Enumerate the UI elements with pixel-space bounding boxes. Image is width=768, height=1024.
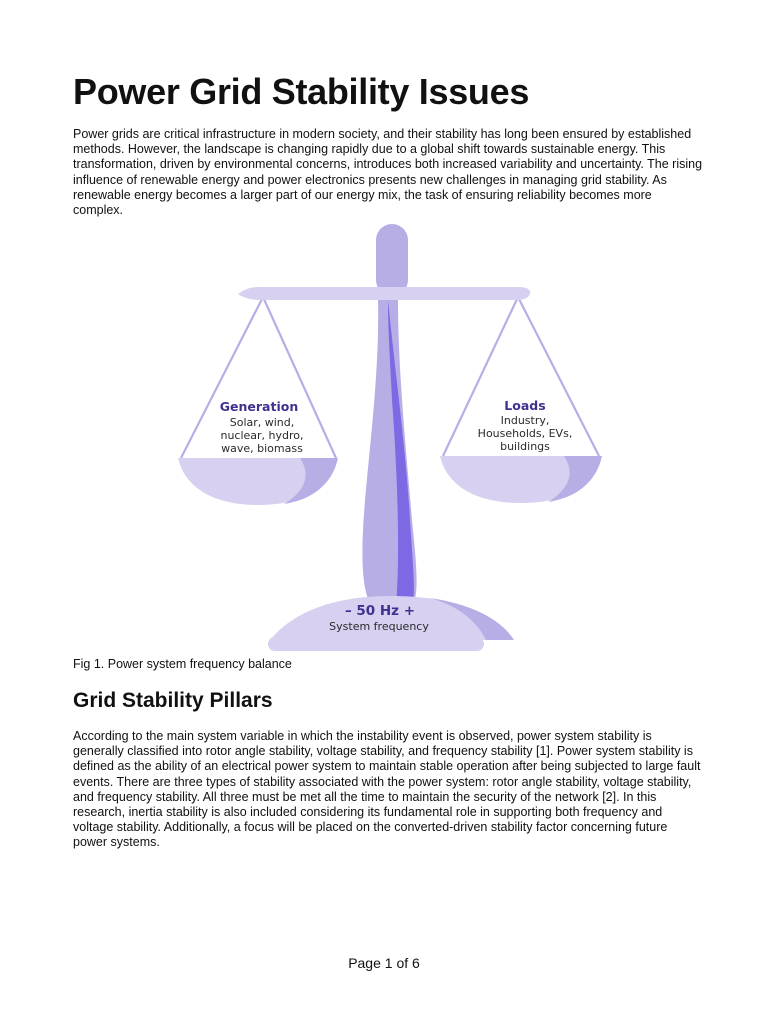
loads-line-3: buildings <box>500 440 550 453</box>
generation-title: Generation <box>219 399 299 414</box>
generation-line-3: wave, biomass <box>221 442 303 455</box>
frequency-sublabel: System frequency <box>329 620 429 633</box>
scale-base-plate <box>268 637 484 651</box>
intro-paragraph: Power grids are critical infrastructure in modern society, and their stability has long been ensured by established methods. However, the landscape is changing rapidly due to a global shift towards sustainable energy. This transformation, driven by environmental concerns, introduces both increased variability and uncertainty. The rising influence of renewable energy and power electronics presents new challenges in managing grid stability. As renewable energy becomes a larger part of our energy mix, the task of ensuring reliability becomes more complex. <box>73 127 703 218</box>
generation-line-1: Solar, wind, <box>229 416 295 429</box>
scale-top-knob <box>376 224 408 296</box>
balance-scale-figure <box>170 218 610 658</box>
page-number: Page 1 of 6 <box>348 955 420 971</box>
page-title: Power Grid Stability Issues <box>73 71 530 112</box>
loads-title: Loads <box>504 398 546 413</box>
loads-line-2: Households, EVs, <box>477 427 573 440</box>
loads-line-1: Industry, <box>500 414 550 427</box>
section-heading: Grid Stability Pillars <box>73 689 273 712</box>
balance-scale-illustration <box>170 218 610 658</box>
frequency-label: – 50 Hz + <box>344 603 416 619</box>
scale-beam <box>238 287 530 300</box>
generation-line-2: nuclear, hydro, <box>220 429 304 442</box>
figure-caption: Fig 1. Power system frequency balance <box>73 657 292 671</box>
section-paragraph: According to the main system variable in which the instability event is observed, power system stability is generally classified into rotor angle stability, voltage stability, and frequency stability [1]. Power system stability is defined as the ability of an electrical power system to maintain stable operation after being subjected to large fault events. There are three types of stability associated with the power system: rotor angle stability, voltage stability, and frequency stability. All three must be met all the time to maintain the security of the network [2]. In this research, inertia stability is also included considering its fundamental role in supporting both frequency and voltage stability. Additionally, a focus will be placed on the converted-driven stability factor concerning future power systems. <box>73 729 701 850</box>
